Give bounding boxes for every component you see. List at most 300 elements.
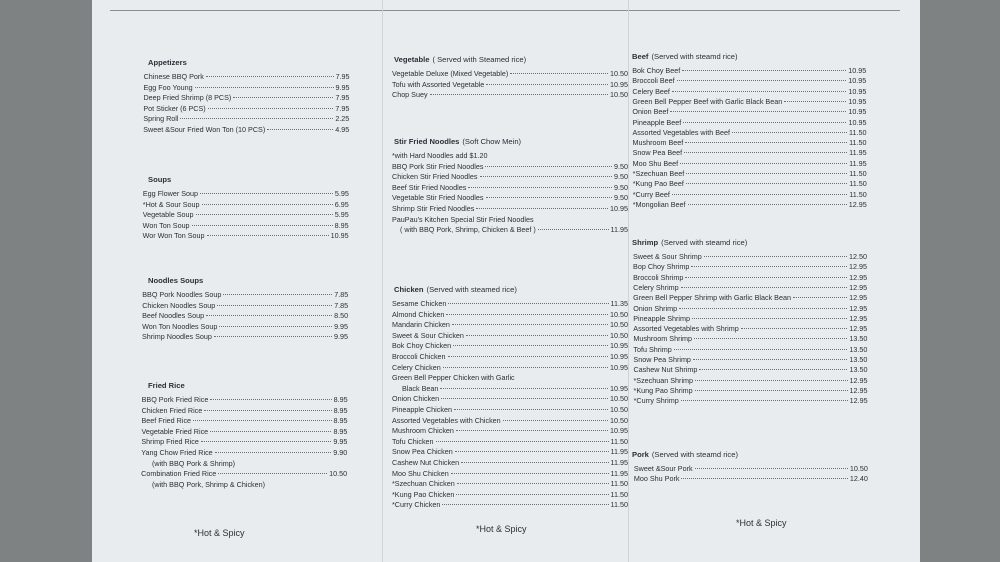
leader-dots	[681, 478, 847, 479]
menu-item-price: 10.50	[610, 69, 628, 78]
leader-dots	[223, 294, 332, 295]
menu-item-name: Moo Shu Pork	[633, 474, 680, 484]
menu-item-name: BBQ Pork Stir Fried Noodles	[392, 161, 484, 171]
menu-item-name: Celery Shrimp	[633, 282, 679, 292]
menu-item-price: 12.95	[849, 262, 868, 272]
section-title: Beef	[632, 52, 649, 61]
menu-item-name: Snow Pea Chicken	[392, 447, 453, 457]
leader-dots	[456, 494, 608, 495]
menu-item-name: *Curry Chicken	[392, 500, 441, 510]
menu-item-name: *Kung Pao Chicken	[392, 489, 455, 499]
menu-item-name: Vegetable Fried Rice	[141, 426, 209, 436]
menu-item-price: 6.95	[334, 199, 349, 209]
menu-item	[141, 448, 347, 457]
menu-item	[633, 128, 867, 137]
menu-item	[392, 193, 628, 202]
menu-item-price: 10.95	[610, 341, 628, 351]
menu-item-name: Sweet & Sour Shrimp	[633, 252, 702, 261]
leader-dots	[480, 176, 613, 177]
menu-item	[392, 416, 628, 425]
menu-item	[392, 458, 628, 467]
menu-item	[633, 355, 867, 364]
leader-dots	[732, 132, 847, 133]
menu-item-price: 10.95	[610, 383, 628, 393]
top-rule	[110, 10, 900, 11]
menu-item	[141, 437, 347, 446]
menu-item-price: 9.90	[333, 448, 348, 457]
menu-item	[143, 125, 349, 134]
menu-item-price: 11.95	[610, 468, 628, 478]
section-title: Appetizers	[148, 58, 187, 67]
menu-item-price: 13.50	[849, 344, 868, 354]
leader-dots	[695, 468, 848, 469]
hot-spicy-note-right: *Hot & Spicy	[736, 518, 787, 528]
menu-item	[633, 159, 867, 168]
menu-item-price: 4.95	[335, 125, 350, 134]
section-subtitle: (Served with steamd rice)	[651, 450, 738, 459]
menu-item	[392, 352, 628, 361]
menu-item	[143, 93, 349, 102]
menu-item-name: Onion Chicken	[392, 394, 440, 404]
leader-dots	[699, 369, 847, 370]
menu-item	[633, 148, 867, 157]
menu-item-price: 8.95	[333, 416, 348, 426]
menu-item-name: Green Bell Pepper Chicken with Garlic	[392, 373, 515, 383]
menu-item	[144, 72, 350, 81]
menu-item-price: 10.50	[610, 415, 628, 425]
menu-item-name: Mandarin Chicken	[392, 320, 450, 330]
leader-dots	[200, 193, 333, 194]
section-subtitle: ( Served with Steamed rice)	[432, 55, 527, 64]
menu-item-price: 11.95	[610, 447, 628, 457]
menu-item	[143, 210, 349, 219]
menu-item-name: Green Bell Pepper Shrimp with Garlic Black Bean	[633, 293, 791, 303]
leader-dots	[219, 326, 332, 327]
leader-dots	[456, 430, 608, 431]
menu-item-price: 11.50	[849, 179, 867, 189]
leader-dots	[686, 183, 847, 184]
menu-item-price: 11.50	[610, 500, 628, 510]
menu-item	[392, 426, 628, 435]
menu-item-name: *Szechuan Shrimp	[633, 375, 694, 385]
hot-spicy-note-middle: *Hot & Spicy	[476, 524, 527, 534]
menu-item	[632, 87, 866, 96]
menu-item-name: *Kung Pao Beef	[632, 179, 684, 189]
leader-dots	[436, 441, 609, 442]
leader-dots	[486, 197, 613, 198]
menu-item-name: Snow Pea Shrimp	[633, 355, 691, 364]
menu-item-price: 11.95	[610, 458, 628, 467]
menu-item-price: 10.50	[610, 394, 628, 404]
section-heading	[632, 52, 738, 61]
leader-dots	[448, 356, 608, 357]
leader-dots	[455, 451, 609, 452]
menu-item-price: 12.50	[849, 252, 867, 261]
menu-item-price: 10.95	[610, 426, 628, 436]
menu-item	[633, 252, 867, 261]
leader-dots	[670, 111, 846, 112]
menu-item	[392, 331, 628, 340]
menu-item-name: Pineapple Beef	[632, 117, 682, 127]
menu-item-name: Celery Chicken	[392, 362, 441, 372]
menu-item-name: *Szechuan Beef	[632, 169, 685, 178]
menu-item-price: 9.50	[614, 193, 628, 203]
menu-item-price: 8.95	[333, 405, 348, 415]
menu-item	[143, 200, 349, 209]
leader-dots	[793, 297, 847, 298]
menu-item-price: 11.50	[610, 479, 628, 489]
leader-dots	[503, 420, 608, 421]
menu-item-name: Tofu Shrimp	[633, 344, 672, 354]
menu-item	[392, 341, 628, 350]
menu-item-name: BBQ Pork Fried Rice	[141, 395, 209, 404]
menu-item-name: Pineapple Shrimp	[633, 313, 690, 323]
leader-dots	[204, 410, 331, 411]
fold-line-right	[628, 0, 629, 562]
menu-item-name: Beef Noodles Soup	[142, 311, 205, 321]
menu-item-name: Broccoli Chicken	[392, 352, 446, 361]
fold-line-left	[382, 0, 383, 562]
menu-item	[634, 474, 868, 483]
menu-item	[144, 83, 350, 92]
leader-dots	[214, 336, 332, 337]
leader-dots	[446, 314, 608, 315]
leader-dots	[218, 473, 327, 474]
leader-dots	[704, 256, 847, 257]
menu-item-name: Chicken Noodles Soup	[142, 300, 216, 310]
menu-item-price: 9.50	[614, 172, 628, 182]
menu-item-name: Sesame Chicken	[392, 299, 447, 308]
menu-item-name: Yang Chow Fried Rice	[141, 448, 213, 457]
leader-dots	[466, 335, 608, 336]
section-title: Fried Rice	[148, 381, 185, 390]
menu-item-price: 10.95	[330, 231, 349, 241]
menu-item	[392, 310, 628, 319]
menu-item-price: 10.95	[848, 86, 867, 96]
menu-item-price: 11.50	[849, 138, 867, 148]
leader-dots	[207, 235, 329, 236]
section-heading	[148, 58, 187, 67]
menu-item	[632, 118, 866, 127]
leader-dots	[210, 431, 331, 432]
section-title: Pork	[632, 450, 649, 459]
menu-item-name: Chicken Fried Rice	[141, 405, 203, 415]
menu-item-price: 10.95	[610, 204, 628, 213]
section-heading	[394, 137, 521, 146]
section-subtitle: (Served with steamd rice)	[661, 238, 748, 247]
section-heading	[632, 450, 738, 459]
leader-dots	[695, 390, 848, 391]
menu-item-price: 10.95	[848, 66, 867, 75]
leader-dots	[452, 324, 608, 325]
menu-item-name: Sweet & Sour Chicken	[392, 330, 464, 340]
menu-item	[633, 324, 867, 333]
leader-dots	[468, 187, 612, 188]
menu-item-price: 10.95	[610, 79, 628, 89]
leader-dots	[486, 84, 608, 85]
menu-item	[392, 172, 628, 181]
menu-item-name: Moo Shu Chicken	[392, 468, 449, 478]
menu-item-price: 10.95	[848, 76, 867, 86]
menu-item-name: Chinese BBQ Pork	[143, 72, 204, 81]
menu-item	[392, 479, 628, 488]
menu-item-name: *Szechuan Chicken	[392, 479, 455, 489]
leader-dots	[196, 214, 333, 215]
menu-item-name: Onion Beef	[632, 107, 669, 117]
menu-item	[633, 179, 867, 188]
menu-item-name: Assorted Vegetables with Shrimp	[633, 324, 739, 334]
menu-item	[392, 437, 628, 446]
menu-item-name: Spring Roll	[143, 114, 179, 124]
leader-dots	[683, 122, 846, 123]
menu-item-name: Tofu Chicken	[392, 436, 434, 446]
menu-item-name: ( with BBQ Pork, Shrimp, Chicken & Beef )	[400, 225, 536, 235]
menu-item-price: 9.95	[334, 321, 349, 331]
menu-item-name: Tofu with Assorted Vegetable	[392, 79, 485, 89]
menu-item	[392, 500, 628, 509]
leader-dots	[430, 94, 608, 95]
menu-item-name: Egg Foo Young	[143, 82, 193, 92]
menu-item-price: 11.95	[849, 148, 867, 158]
menu-item	[142, 332, 348, 341]
menu-item-name: Bop Choy Shrimp	[633, 262, 690, 272]
menu-item	[392, 447, 628, 456]
menu-item-name: Pineapple Chicken	[392, 405, 452, 414]
menu-item	[141, 427, 347, 436]
menu-item-price: 12.95	[849, 293, 868, 303]
section-title: Soups	[148, 175, 172, 184]
menu-item-detail: (with BBQ Pork & Shrimp)	[152, 458, 236, 468]
menu-item-name: Shrimp Noodles Soup	[142, 332, 212, 342]
leader-dots	[451, 473, 609, 474]
leader-dots	[741, 328, 848, 329]
menu-item-price: 10.50	[610, 405, 628, 414]
menu-item-price: 11.50	[849, 127, 867, 137]
menu-item	[633, 293, 867, 302]
menu-item	[634, 396, 868, 405]
leader-dots	[440, 388, 608, 389]
menu-item-name: Black Bean	[402, 383, 439, 393]
leader-dots	[681, 287, 847, 288]
menu-item-price: 8.95	[333, 395, 348, 404]
leader-dots	[443, 367, 608, 368]
menu-item-name: Green Bell Pepper Beef with Garlic Black Bean	[632, 96, 783, 106]
menu-item	[143, 231, 349, 240]
menu-item-name: Cashew Nut Shrimp	[633, 365, 698, 375]
menu-item	[633, 334, 867, 343]
menu-item-price: 12.95	[849, 324, 868, 334]
menu-item-price: 8.95	[334, 220, 349, 230]
menu-item-detail: (with BBQ Pork, Shrimp & Chicken)	[152, 479, 266, 489]
menu-item-price: 10.95	[610, 352, 628, 361]
menu-item	[142, 322, 348, 331]
menu-item-name: Bok Choy Chicken	[392, 341, 452, 351]
menu-item-price: 10.50	[610, 90, 628, 100]
menu-item	[392, 363, 628, 372]
menu-item	[632, 76, 866, 85]
hot-spicy-note-left: *Hot & Spicy	[194, 528, 245, 538]
menu-item-price: 12.95	[849, 385, 868, 395]
leader-dots	[686, 173, 847, 174]
menu-item	[142, 290, 348, 299]
leader-dots	[208, 108, 334, 109]
menu-item	[633, 283, 867, 292]
menu-item-name: Won Ton Soup	[142, 220, 190, 230]
menu-item-price: 13.50	[849, 334, 868, 344]
menu-item	[392, 320, 628, 329]
menu-item	[392, 405, 628, 414]
leader-dots	[685, 277, 847, 278]
menu-item-name: Snow Pea Beef	[632, 148, 683, 158]
section-subtitle: (Served with steamd rice)	[651, 52, 738, 61]
leader-dots	[688, 204, 847, 205]
menu-item-name: Vegetable Soup	[142, 210, 194, 220]
menu-item	[143, 104, 349, 113]
leader-dots	[538, 229, 609, 230]
leader-dots	[679, 308, 847, 309]
menu-item-name: Sweet &Sour Fried Won Ton (10 PCS)	[143, 125, 266, 134]
leader-dots	[206, 315, 332, 316]
menu-item	[143, 189, 349, 198]
leader-dots	[674, 349, 848, 350]
section-note: *with Hard Noodles add $1.20	[392, 151, 488, 160]
menu-item-price: 10.50	[329, 469, 348, 479]
menu-item	[392, 204, 628, 213]
menu-item-name: Deep Fried Shrimp (8 PCS)	[143, 93, 232, 103]
menu-item	[142, 416, 348, 425]
leader-dots	[693, 359, 847, 360]
menu-item-name: Pot Sticker (6 PCS)	[143, 103, 206, 113]
menu-item-price: 10.50	[849, 464, 868, 473]
menu-item-price: 10.50	[610, 330, 628, 340]
menu-item	[632, 107, 866, 116]
menu-item-price: 11.50	[610, 436, 628, 446]
menu-item-price: 12.95	[849, 313, 868, 323]
menu-item-price: 13.50	[849, 355, 868, 364]
menu-item	[142, 395, 348, 404]
menu-item-price: 7.95	[335, 72, 350, 81]
leader-dots	[454, 409, 608, 410]
leader-dots	[202, 204, 333, 205]
leader-dots	[784, 101, 846, 102]
menu-item	[392, 80, 628, 89]
menu-item-name: Mushroom Chicken	[392, 426, 454, 436]
menu-item	[633, 345, 867, 354]
section-subtitle: (Soft Chow Mein)	[462, 137, 522, 146]
menu-sheet	[92, 0, 920, 562]
menu-item-name: Bok Choy Beef	[632, 66, 681, 75]
leader-dots	[685, 142, 847, 143]
menu-item-name: Vegetable Stir Fried Noodles	[392, 193, 484, 203]
menu-item-price: 11.50	[849, 169, 867, 178]
menu-item	[634, 386, 868, 395]
menu-item	[632, 66, 866, 75]
menu-item-name: Broccoli Beef	[632, 76, 675, 86]
menu-item-price: 10.95	[610, 362, 628, 372]
section-heading	[632, 238, 747, 247]
menu-item-name: Onion Shrimp	[633, 303, 678, 313]
leader-dots	[233, 97, 333, 98]
menu-item	[634, 464, 868, 473]
menu-item-name: Won Ton Noodles Soup	[142, 321, 218, 331]
menu-item	[632, 97, 866, 106]
menu-item	[400, 225, 628, 234]
leader-dots	[210, 399, 331, 400]
menu-item-price: 7.95	[335, 103, 350, 113]
menu-item-name: BBQ Pork Noodles Soup	[142, 290, 222, 299]
menu-item-name: *Curry Beef	[632, 189, 670, 199]
menu-item	[633, 169, 867, 178]
menu-item-price: 11.50	[610, 489, 628, 499]
menu-item-price: 9.95	[334, 332, 348, 342]
leader-dots	[180, 118, 333, 119]
menu-item-name: Beef Stir Fried Noodles	[392, 182, 467, 192]
menu-item	[142, 301, 348, 310]
menu-item-price: 12.40	[849, 474, 868, 484]
menu-item-name: Sweet &Sour Pork	[633, 464, 693, 473]
menu-item-price: 5.95	[334, 189, 349, 198]
menu-item-name: Egg Flower Soup	[142, 189, 198, 198]
menu-item	[392, 69, 628, 78]
leader-dots	[677, 80, 847, 81]
leader-dots	[448, 303, 608, 304]
leader-dots	[201, 441, 331, 442]
menu-item-name: Broccoli Shrimp	[633, 272, 684, 282]
menu-item-price: 12.95	[849, 396, 868, 406]
menu-item-price: 7.85	[334, 300, 349, 310]
leader-dots	[680, 163, 847, 164]
section-title: Chicken	[394, 285, 424, 294]
menu-item-name: Almond Chicken	[392, 309, 445, 319]
menu-item-name: Celery Beef	[632, 86, 670, 96]
leader-dots	[193, 420, 331, 421]
menu-item-name: Moo Shu Beef	[632, 158, 679, 168]
menu-item	[633, 190, 867, 199]
menu-item-price: 9.50	[614, 161, 628, 171]
leader-dots	[441, 398, 608, 399]
menu-item-name: *Mongolian Beef	[632, 199, 686, 209]
leader-dots	[206, 76, 334, 77]
menu-item-price: 12.95	[848, 199, 867, 209]
menu-item	[633, 314, 867, 323]
menu-item	[142, 406, 348, 415]
leader-dots	[672, 91, 846, 92]
menu-item	[143, 221, 349, 230]
menu-item-price: 11.50	[849, 189, 867, 199]
menu-item	[633, 138, 867, 147]
leader-dots	[692, 318, 847, 319]
leader-dots	[442, 504, 608, 505]
menu-item-price: 7.95	[335, 93, 350, 103]
leader-dots	[684, 152, 847, 153]
menu-item-name: Shrimp Stir Fried Noodles	[392, 204, 475, 213]
menu-item-name: Assorted Vegetables with Chicken	[392, 415, 501, 425]
menu-item	[141, 469, 347, 478]
menu-item-price: 13.50	[849, 365, 868, 375]
leader-dots	[672, 194, 847, 195]
menu-item-name: *Curry Shrimp	[633, 396, 679, 406]
menu-item-price: 8.95	[333, 426, 348, 436]
menu-item-price: 9.95	[335, 82, 350, 92]
menu-item-price: 9.95	[333, 437, 348, 447]
section-title: Vegetable	[394, 55, 430, 64]
special-item-name: PauPau's Kitchen Special Stir Fried Noodles	[392, 214, 534, 224]
menu-item	[392, 394, 628, 403]
menu-item-name: *Kung Pao Shrimp	[633, 385, 693, 395]
menu-item	[392, 490, 628, 499]
menu-item	[143, 114, 349, 123]
menu-item-price: 9.50	[614, 182, 628, 192]
